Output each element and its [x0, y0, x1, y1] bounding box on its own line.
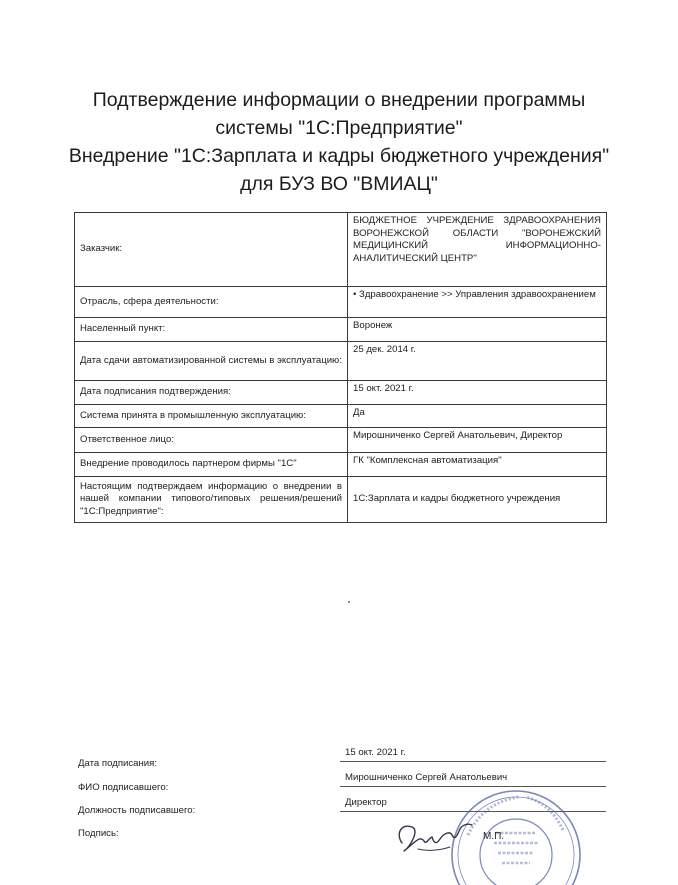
- signer-position-value: Директор: [345, 797, 387, 808]
- table-row: [75, 287, 607, 318]
- responsible-person-label: Ответственное лицо:: [75, 428, 348, 453]
- table-row: [75, 453, 607, 477]
- document-title: [0, 86, 678, 198]
- title-line-1: Подтверждение информации о внедрении программы: [92, 89, 586, 111]
- signer-name-label: ФИО подписавшего:: [78, 782, 169, 793]
- table-row: [75, 213, 607, 287]
- table-row: [75, 318, 607, 342]
- commissioning-date-label: Дата сдачи автоматизированной системы в эксплуатацию:: [75, 342, 348, 381]
- signer-name-value: Мирошниченко Сергей Анатольевич: [345, 772, 508, 783]
- solutions-label: Настоящим подтверждаем информацию о внедрении в нашей компании типового/типовых решения/решений "1С:Предприятие":: [75, 477, 348, 523]
- partner-value: ГК "Комплексная автоматизация": [348, 453, 607, 477]
- title-line-4: для БУЗ ВО "ВМИАЦ": [240, 173, 438, 195]
- signing-date-line: [340, 761, 606, 762]
- locality-value: Воронеж: [348, 318, 607, 342]
- table-row: [75, 477, 607, 523]
- accepted-label: Система принята в промышленную эксплуатацию:: [75, 405, 348, 428]
- table-row: [75, 405, 607, 428]
- title-line-2: системы "1С:Предприятие": [215, 117, 463, 139]
- confirmation-date-value: 15 окт. 2021 г.: [348, 381, 607, 405]
- handwritten-signature: [390, 805, 480, 860]
- signing-date-label: Дата подписания:: [78, 758, 158, 769]
- customer-value: БЮДЖЕТНОЕ УЧРЕЖДЕНИЕ ЗДРАВООХРАНЕНИЯ ВОРОНЕЖСКОЙ ОБЛАСТИ "ВОРОНЕЖСКИЙ МЕДИЦИНСКИЙ ИНФОРМАЦИОННО-АНАЛИТИЧЕСКИЙ ЦЕНТР": [348, 213, 607, 287]
- signer-position-label: Должность подписавшего:: [78, 805, 196, 816]
- table-row: [75, 342, 607, 381]
- signature-label: Подпись:: [78, 828, 119, 839]
- industry-value: • Здравоохранение >> Управления здравоохранением: [348, 287, 607, 318]
- locality-label: Населенный пункт:: [75, 318, 348, 342]
- title-line-3: Внедрение "1С:Зарплата и кадры бюджетного учреждения": [68, 145, 610, 167]
- responsible-person-value: Мирошниченко Сергей Анатольевич, Директор: [348, 428, 607, 453]
- signing-date-value: 15 окт. 2021 г.: [345, 747, 406, 758]
- commissioning-date-value: 25 дек. 2014 г.: [348, 342, 607, 381]
- implementation-info-table: [74, 212, 607, 523]
- confirmation-date-label: Дата подписания подтверждения:: [75, 381, 348, 405]
- solutions-value: 1С:Зарплата и кадры бюджетного учреждения: [348, 477, 607, 523]
- seal-placeholder-label: М.П.: [483, 831, 505, 842]
- accepted-value: Да: [348, 405, 607, 428]
- customer-label: Заказчик:: [75, 213, 348, 287]
- partner-label: Внедрение проводилось партнером фирмы "1С": [75, 453, 348, 477]
- industry-label: Отрасль, сфера деятельности:: [75, 287, 348, 318]
- table-row: [75, 381, 607, 405]
- speck: [348, 601, 350, 603]
- table-row: [75, 428, 607, 453]
